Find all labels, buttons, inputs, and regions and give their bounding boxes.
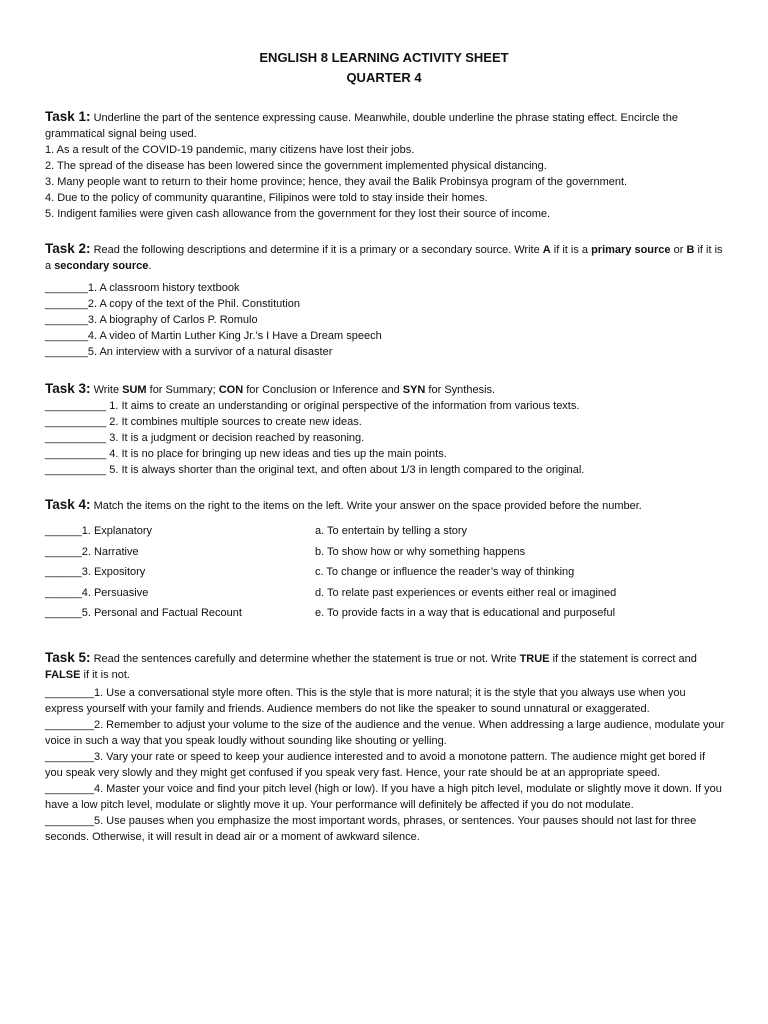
matching-right-item: d. To relate past experiences or events either real or imagined: [315, 586, 617, 599]
task1-instruction-text: Underline the part of the sentence expressing cause. Meanwhile, double underline the phrase stating effect. Encircle the grammatical signal being used.: [45, 112, 678, 140]
task5-item-text: 5. Use pauses when you emphasize the most important words, phrases, or sentences. Your pauses should not last for three seconds. Otherwise, it will result in dead air or a moment of awkward silence.: [45, 815, 697, 843]
task2-instruction-text: if it is a: [45, 244, 723, 272]
task5-item-text: 1. Use a conversational style more often. This is the style that is more natural; it is the style that you always use when you express yourself with your family and friends. Audience members do not like the speaker to sound unnatural or exaggerated.: [45, 687, 686, 715]
task3-item-text: 3. It is a judgment or decision reached by reasoning.: [106, 432, 365, 444]
task2-instruction-text: if it is a: [550, 244, 592, 256]
task1-label: Task 1:: [45, 109, 91, 124]
task2-item: [45, 344, 725, 360]
task3-instruction-text: for Conclusion or Inference and: [243, 384, 403, 396]
task3-instruction-text: for Summary;: [146, 384, 219, 396]
task5-section: [45, 650, 725, 845]
task2-label: Task 2:: [45, 241, 91, 256]
task2-code-b: B: [686, 244, 695, 256]
answer-blank[interactable]: ________: [45, 815, 94, 827]
task3-item-text: 5. It is always shorter than the original text, and often about 1/3 in length compared to the original.: [106, 464, 585, 476]
matching-row: [45, 544, 725, 565]
task2-item-text: 3. A biography of Carlos P. Romulo: [87, 314, 258, 326]
task5-item-text: 2. Remember to adjust your volume to the size of the audience and the venue. When addressing a large audience, modulate your voice in such a way that you speak loudly without sounding like shouting or yelling.: [45, 719, 725, 747]
task3-item-text: 2. It combines multiple sources to create new ideas.: [106, 416, 362, 428]
task5-instructions: [45, 650, 725, 683]
answer-blank[interactable]: __________: [45, 448, 107, 460]
task2-section: [45, 241, 725, 360]
task3-item: [45, 430, 725, 446]
task3-item-text: 4. It is no place for bringing up new ideas and ties up the main points.: [106, 448, 447, 460]
answer-blank[interactable]: ________: [45, 783, 94, 795]
task5-item: [45, 813, 725, 845]
task5-item: [45, 781, 725, 813]
task5-code-false: FALSE: [45, 669, 81, 681]
matching-left-text: 3. Expository: [81, 566, 146, 578]
task2-item-text: 5. An interview with a survivor of a natural disaster: [87, 346, 333, 358]
task3-code-con: CON: [218, 384, 244, 396]
task2-item: [45, 328, 725, 344]
answer-blank[interactable]: _______: [45, 346, 88, 358]
answer-blank[interactable]: ______: [45, 525, 82, 537]
task3-code-sum: SUM: [122, 384, 147, 396]
answer-blank[interactable]: _______: [45, 282, 88, 294]
task3-item: [45, 446, 725, 462]
task3-item: [45, 414, 725, 430]
task2-instruction-text: or: [670, 244, 687, 256]
task2-item-text: 1. A classroom history textbook: [87, 282, 240, 294]
task1-item: 4. Due to the policy of community quarantine, Filipinos were told to stay inside their homes.: [45, 192, 488, 204]
task2-code-a: A: [542, 244, 551, 256]
matching-row: [45, 585, 725, 606]
matching-left-item: [45, 523, 152, 539]
task1-item: 5. Indigent families were given cash allowance from the government for they lost their source of income.: [45, 208, 551, 220]
task2-instructions: [45, 241, 725, 274]
matching-left-text: 5. Personal and Factual Recount: [81, 607, 242, 619]
task5-label: Task 5:: [45, 650, 91, 665]
task2-item-text: 2. A copy of the text of the Phil. Constitution: [87, 298, 301, 310]
matching-left-item: [45, 585, 148, 601]
task4-instruction-text: Match the items on the right to the items on the left. Write your answer on the space provided before the number.: [93, 500, 642, 512]
task5-item: [45, 749, 725, 781]
task2-item: [45, 312, 725, 328]
document-subtitle: QUARTER 4: [346, 70, 422, 85]
matching-left-item: [45, 605, 242, 621]
answer-blank[interactable]: _______: [45, 330, 88, 342]
matching-left-item: [45, 544, 139, 560]
document-header: [0, 48, 768, 88]
answer-blank[interactable]: __________: [45, 432, 107, 444]
task2-item-text: 4. A video of Martin Luther King Jr.’s I Have a Dream speech: [87, 330, 382, 342]
task2-item: [45, 280, 725, 296]
task1-instructions: [45, 109, 725, 142]
matching-left-item: [45, 564, 145, 580]
task3-instructions: [45, 381, 725, 398]
answer-blank[interactable]: _______: [45, 314, 88, 326]
matching-right-item: a. To entertain by telling a story: [315, 525, 468, 537]
task3-item: [45, 398, 725, 414]
answer-blank[interactable]: ______: [45, 566, 82, 578]
answer-blank[interactable]: ________: [45, 687, 94, 699]
matching-row: [45, 564, 725, 585]
task4-label: Task 4:: [45, 497, 91, 512]
task1-item: 2. The spread of the disease has been lowered since the government implemented physical distancing.: [45, 160, 547, 172]
task3-instruction-text: Write: [93, 384, 123, 396]
task2-secondary-source: secondary source: [54, 260, 149, 272]
answer-blank[interactable]: ________: [45, 751, 94, 763]
task5-code-true: TRUE: [519, 653, 550, 665]
answer-blank[interactable]: __________: [45, 400, 107, 412]
task2-primary-source: primary source: [591, 244, 671, 256]
task2-item: [45, 296, 725, 312]
task3-label: Task 3:: [45, 381, 91, 396]
answer-blank[interactable]: __________: [45, 464, 107, 476]
matching-row: [45, 605, 725, 626]
matching-left-text: 1. Explanatory: [81, 525, 153, 537]
task3-code-syn: SYN: [402, 384, 426, 396]
task5-instruction-text: Read the sentences carefully and determine whether the statement is true or not. Write: [93, 653, 520, 665]
task5-item: [45, 685, 725, 717]
answer-blank[interactable]: __________: [45, 416, 107, 428]
answer-blank[interactable]: ______: [45, 545, 82, 558]
task5-instruction-text: if it is not.: [80, 669, 130, 681]
task2-instruction-text: .: [148, 260, 152, 272]
task5-instruction-text: if the statement is correct and: [549, 653, 697, 665]
task5-item: [45, 717, 725, 749]
task4-instructions: [45, 497, 725, 514]
task4-section: [45, 497, 725, 626]
task3-item-text: 1. It aims to create an understanding or original perspective of the information from various texts.: [106, 400, 580, 412]
task5-item-text: 4. Master your voice and find your pitch level (high or low). If you have a high pitch level, modulate or slightly move it down. If you have a low pitch level, modulate or slightly move it up. Your performance will definitely be affected if you do not modulate.: [45, 783, 722, 811]
matching-right-item: c. To change or influence the reader’s way of thinking: [315, 566, 575, 578]
task3-instruction-text: for Synthesis.: [425, 384, 496, 396]
answer-blank[interactable]: ______: [45, 607, 82, 619]
answer-blank[interactable]: ________: [45, 719, 94, 731]
matching-left-text: 4. Persuasive: [81, 586, 149, 599]
task3-section: [45, 381, 725, 478]
task2-instruction-text: Read the following descriptions and determine if it is a primary or a secondary source. Write: [93, 244, 543, 256]
matching-right-item: b. To show how or why something happens: [315, 545, 526, 558]
task1-item: 3. Many people want to return to their home province; hence, they avail the Balik Probinsya program of the government.: [45, 176, 628, 188]
answer-blank[interactable]: _______: [45, 298, 88, 310]
answer-blank[interactable]: ______: [45, 586, 82, 599]
task3-item: [45, 462, 725, 478]
task1-section: [45, 109, 725, 222]
task1-item: 1. As a result of the COVID-19 pandemic, many citizens have lost their jobs.: [45, 144, 415, 156]
matching-row: [45, 523, 725, 544]
matching-right-item: e. To provide facts in a way that is educational and purposeful: [315, 607, 616, 619]
task5-item-text: 3. Vary your rate or speed to keep your audience interested and to avoid a monotone pattern. The audience might get bored if you speak very slowly and they might get confused if you speak very fast. Hence, your rate should be at an appropriate speed.: [45, 751, 706, 779]
matching-left-text: 2. Narrative: [81, 545, 139, 558]
document-title: ENGLISH 8 LEARNING ACTIVITY SHEET: [259, 50, 509, 65]
